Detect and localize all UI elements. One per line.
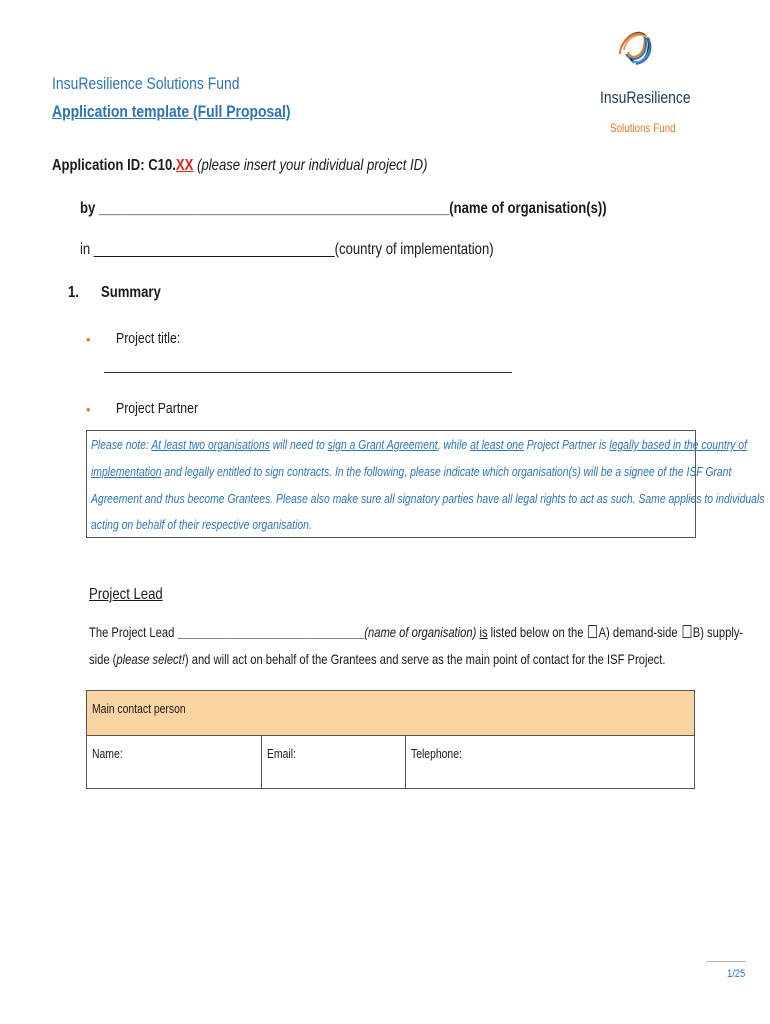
logo-subtitle: Solutions Fund: [610, 121, 676, 135]
application-id-hint: (please insert your individual project ID): [193, 157, 428, 174]
project-title-input-line[interactable]: [104, 372, 512, 373]
bullet-icon: •: [86, 402, 91, 417]
application-id-label: Application ID: C10.: [52, 157, 176, 174]
organisation-hint: (name of organisation(s)): [449, 200, 607, 217]
note-line: [91, 464, 731, 479]
note-emphasis: sign a Grant Agreement: [327, 437, 438, 452]
project-title-label: Project title:: [116, 330, 181, 347]
lead-text: side (: [89, 651, 117, 667]
application-id-placeholder[interactable]: XX: [175, 157, 194, 174]
contact-table-header-label: Main contact person: [92, 701, 186, 716]
logo-name: InsuResilience: [600, 88, 691, 107]
lead-hint: (name of organisation): [364, 624, 477, 640]
note-line: [91, 437, 747, 452]
demand-side-label: A) demand-side: [598, 624, 681, 640]
contact-table: [86, 690, 695, 789]
section-title: Summary: [101, 284, 161, 301]
email-cell[interactable]: [262, 736, 406, 789]
page-number: 1/25: [727, 968, 746, 980]
name-label: Name:: [92, 746, 123, 761]
country-line: [80, 241, 494, 259]
in-prefix: in: [80, 241, 94, 258]
project-lead-heading: Project Lead: [89, 586, 163, 603]
note-emphasis: at least one: [470, 437, 524, 452]
note-box: [86, 430, 765, 538]
footer-rule: [706, 961, 746, 962]
demand-side-checkbox[interactable]: [588, 625, 597, 638]
lead-organisation-blank[interactable]: ______________________________: [177, 624, 365, 640]
supply-side-label: B) supply-: [692, 624, 744, 640]
project-lead-line: [89, 651, 666, 667]
lead-text: The Project Lead: [89, 624, 178, 640]
note-text: , while: [437, 437, 471, 452]
by-prefix: by: [80, 200, 99, 217]
note-emphasis: At least two organisations: [151, 437, 270, 452]
section-number: 1.: [68, 284, 79, 301]
project-lead-line: [89, 624, 743, 640]
email-label: Email:: [267, 746, 296, 761]
country-blank[interactable]: _________________________________: [93, 241, 335, 258]
lead-text: is: [479, 624, 488, 640]
application-id-line: [52, 157, 428, 175]
telephone-cell[interactable]: [406, 736, 695, 789]
org-name: InsuResilience Solutions Fund: [52, 74, 240, 93]
project-partner-label: Project Partner: [116, 400, 199, 417]
name-cell[interactable]: [87, 736, 262, 789]
note-text: and legally entitled to sign contracts. In the following, please indicate which organisation(s) will be a signee of the ISF Grant: [161, 464, 732, 479]
template-title: Application template (Full Proposal): [52, 102, 291, 121]
note-text: Project Partner is: [523, 437, 610, 452]
lead-hint: please select!: [116, 651, 185, 667]
note-emphasis: implementation: [91, 464, 162, 479]
lead-text: listed below on the: [487, 624, 587, 640]
organisation-blank[interactable]: ________________________________________________: [98, 200, 450, 217]
note-text: will need to: [269, 437, 328, 452]
telephone-label: Telephone:: [411, 746, 462, 761]
note-line: acting on behalf of their respective organisation.: [91, 517, 312, 532]
country-hint: (country of implementation): [334, 241, 494, 258]
note-line: Agreement and thus become Grantees. Please also make sure all signatory parties have all legal rights to act as such. Same applies to individuals: [91, 491, 765, 506]
bullet-icon: •: [86, 332, 91, 347]
supply-side-checkbox[interactable]: [682, 625, 691, 638]
lead-text: ) and will act on behalf of the Grantees and serve as the main point of contact for the ISF Project.: [184, 651, 666, 667]
note-emphasis: legally based in the country of: [609, 437, 747, 452]
organisation-line: [80, 200, 607, 218]
contact-table-header: [87, 691, 695, 736]
note-text: Please note:: [91, 437, 152, 452]
